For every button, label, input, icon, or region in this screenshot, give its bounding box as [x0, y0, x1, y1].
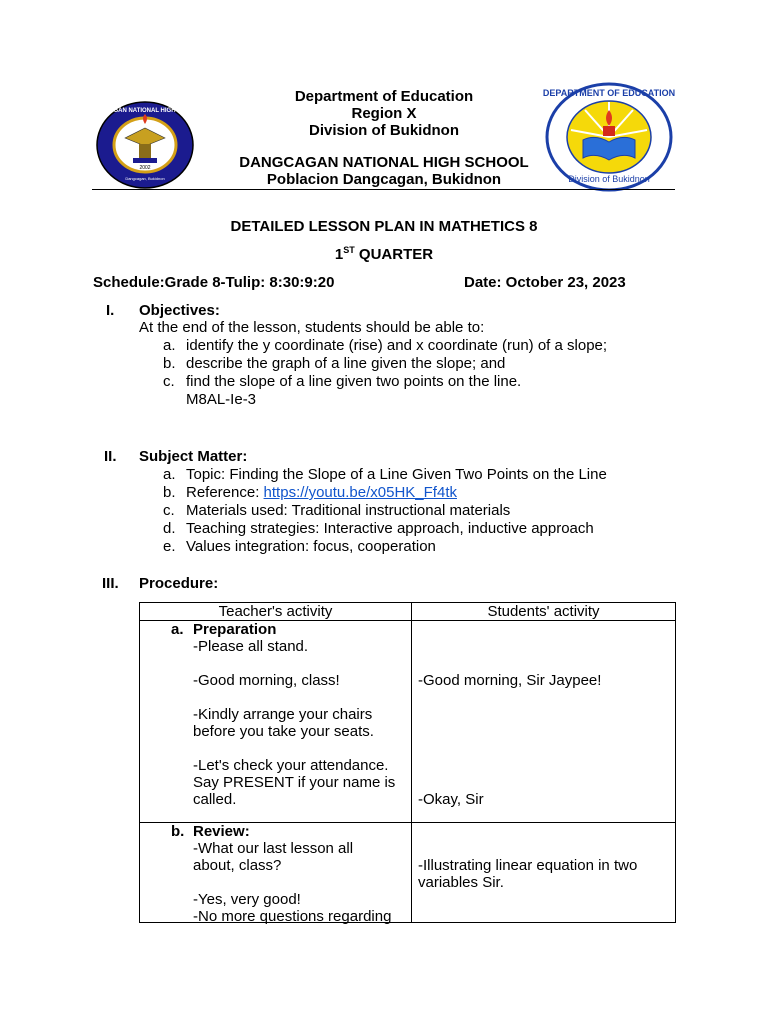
prep-heading: Preparation	[193, 621, 277, 638]
subject-materials: Materials used: Traditional instructional materials	[186, 502, 511, 519]
header-school-block	[220, 154, 548, 188]
header-block	[230, 88, 538, 139]
svg-text:DEPARTMENT OF EDUCATION: DEPARTMENT OF EDUCATION	[542, 88, 676, 98]
objectives-intro: At the end of the lesson, students should be able to:	[139, 319, 485, 336]
teacher-line: -Yes, very good!	[193, 891, 301, 908]
subject-marker-a: a.	[163, 466, 176, 483]
deped-seal-logo	[542, 82, 676, 192]
competency-code: M8AL-Ie-3	[186, 391, 257, 408]
teacher-line: Say PRESENT if your name is	[193, 774, 396, 791]
subject-marker-b: b.	[163, 484, 176, 501]
objectives-heading: Objectives:	[139, 302, 220, 319]
header-divider	[92, 189, 675, 190]
teacher-line: -Please all stand.	[193, 638, 309, 655]
procedure-numeral: III.	[102, 575, 119, 592]
objective-marker-b: b.	[163, 355, 176, 372]
quarter-word: QUARTER	[358, 246, 434, 263]
procedure-table	[139, 602, 676, 923]
table-row-preparation	[140, 621, 676, 823]
subject-marker-d: d.	[163, 520, 176, 537]
teacher-line: -Good morning, class!	[193, 672, 340, 689]
subject-marker-e: e.	[163, 538, 176, 555]
quarter-number: 1	[334, 246, 344, 263]
svg-text:2002: 2002	[139, 165, 151, 171]
subject-reference	[186, 484, 457, 502]
subject-strategies: Teaching strategies: Interactive approach, inductive approach	[186, 520, 594, 537]
procedure-heading: Procedure:	[139, 575, 219, 592]
teacher-line: -Let's check your attendance.	[193, 757, 389, 774]
student-line: variables Sir.	[418, 874, 504, 891]
teacher-line: -No more questions regarding	[193, 908, 392, 925]
objective-item: find the slope of a line given two points on the line.	[186, 373, 522, 390]
teacher-line: called.	[193, 791, 237, 808]
objectives-numeral: I.	[106, 302, 115, 319]
quarter-superscript: ST	[343, 245, 355, 255]
header-school: DANGCAGAN NATIONAL HIGH SCHOOL	[239, 154, 529, 171]
teacher-line: before you take your seats.	[193, 723, 374, 740]
header-region: Region X	[351, 105, 417, 122]
table-header-row	[140, 603, 676, 621]
col-header-students: Students' activity	[412, 603, 676, 621]
objective-marker-a: a.	[163, 337, 176, 354]
subject-topic: Topic: Finding the Slope of a Line Given Two Points on the Line	[186, 466, 607, 483]
subject-matter-numeral: II.	[104, 448, 117, 465]
student-line: -Illustrating linear equation in two	[418, 857, 638, 874]
student-cell-review	[412, 823, 676, 923]
student-line: -Okay, Sir	[418, 791, 484, 808]
student-cell-preparation	[412, 621, 676, 823]
school-seal-logo	[87, 100, 203, 190]
subject-matter-heading: Subject Matter:	[139, 448, 248, 465]
review-marker: b.	[171, 823, 185, 840]
teacher-cell-review	[140, 823, 412, 923]
schedule: Schedule:Grade 8-Tulip: 8:30:9:20	[93, 274, 335, 291]
teacher-line: -What our last lesson all	[193, 840, 354, 857]
svg-text:DANGCAGAN NATIONAL HIGH SCHOOL: DANGCAGAN NATIONAL HIGH SCHOOL	[87, 108, 203, 114]
teacher-line: -Kindly arrange your chairs	[193, 706, 373, 723]
objective-marker-c: c.	[163, 373, 175, 390]
objective-item: identify the y coordinate (rise) and x coordinate (run) of a slope;	[186, 337, 608, 354]
lesson-title: DETAILED LESSON PLAN IN MATHETICS 8	[230, 218, 538, 235]
svg-text:Dangcagan, Bukidnon: Dangcagan, Bukidnon	[125, 176, 165, 181]
header-division: Division of Bukidnon	[309, 122, 459, 139]
prep-marker: a.	[171, 621, 184, 638]
reference-label: Reference:	[186, 484, 264, 501]
lesson-date: Date: October 23, 2023	[464, 274, 626, 291]
header-address: Poblacion Dangcagan, Bukidnon	[266, 171, 502, 188]
quarter-label	[0, 245, 768, 263]
header-dept: Department of Education	[294, 88, 474, 105]
teacher-line: about, class?	[193, 857, 282, 874]
student-line: -Good morning, Sir Jaypee!	[418, 672, 602, 689]
table-row-review	[140, 823, 676, 923]
review-heading: Review:	[193, 823, 250, 840]
svg-text:Division of Bukidnon: Division of Bukidnon	[568, 174, 650, 184]
col-header-teacher: Teacher's activity	[140, 603, 412, 621]
subject-values: Values integration: focus, cooperation	[186, 538, 436, 555]
objective-item: describe the graph of a line given the slope; and	[186, 355, 506, 372]
reference-link[interactable]: https://youtu.be/x05HK_Ff4tk	[263, 484, 457, 501]
teacher-cell-preparation	[140, 621, 412, 823]
subject-marker-c: c.	[163, 502, 175, 519]
